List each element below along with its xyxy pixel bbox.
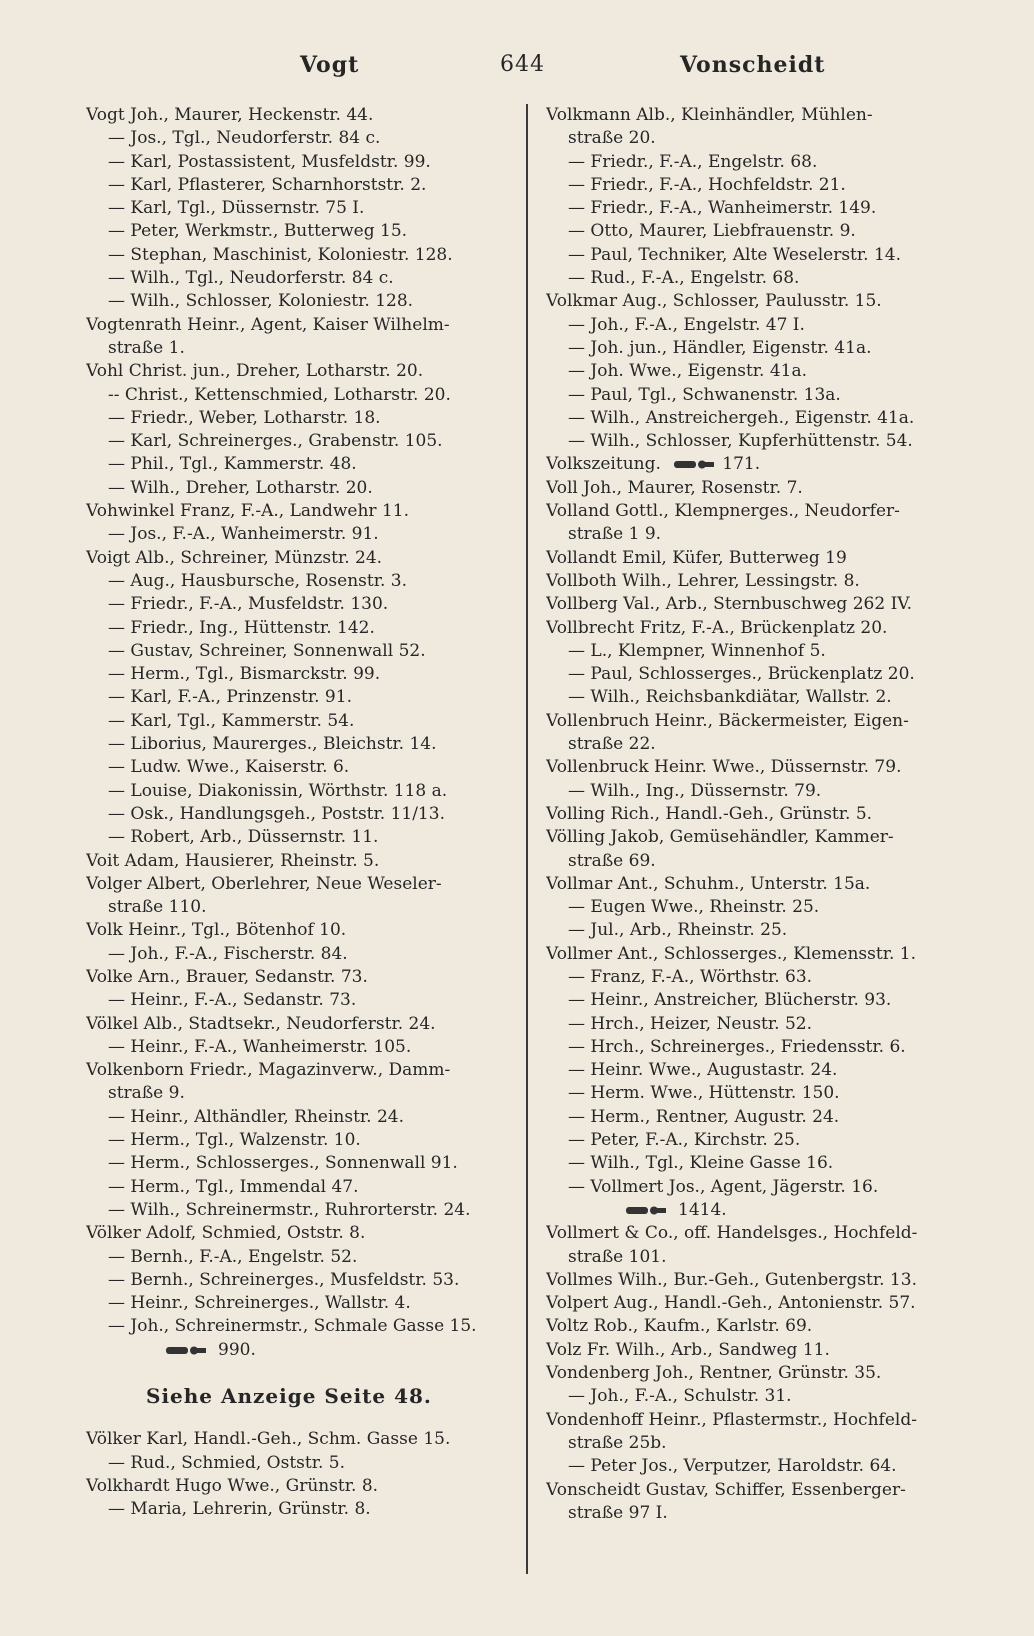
directory-entry: Voit Adam, Hausierer, Rheinstr. 5. [86,850,380,871]
directory-entry: straße 1 9. [568,524,662,545]
left-entries-b [86,1428,518,1521]
directory-entry: Voigt Alb., Schreiner, Münzstr. 24. [86,547,383,568]
directory-entry: — Heinr., Althändler, Rheinstr. 24. [108,1106,405,1127]
directory-entry: — L., Klempner, Winnenhof 5. [568,640,826,661]
directory-entry: Völling Jakob, Gemüsehändler, Kammer- [546,827,894,848]
directory-entry: — Peter Jos., Verputzer, Haroldstr. 64. [568,1456,897,1477]
directory-entry: — Maria, Lehrerin, Grünstr. 8. [108,1499,371,1520]
directory-entry: Volkmann Alb., Kleinhändler, Mühlen- [546,105,873,125]
directory-entry: Volkenborn Friedr., Magazinverw., Damm- [86,1060,451,1081]
directory-entry: — Karl, Pflasterer, Scharnhorststr. 2. [108,174,427,195]
directory-entry: Vollandt Emil, Küfer, Butterweg 19 [546,547,847,568]
directory-entry: — Louise, Diakonissin, Wörthstr. 118 a. [108,780,448,801]
directory-entry: Vollenbruck Heinr. Wwe., Düssernstr. 79. [546,757,902,778]
directory-entry: — Karl, Tgl., Düssernstr. 75 I. [108,198,365,219]
directory-entry: — Herm., Tgl., Immendal 47. [108,1176,359,1197]
volkszeitung-label: Volkszeitung. [546,454,661,475]
directory-entry: — Wilh., Dreher, Lotharstr. 20. [108,477,373,498]
directory-entry: — Wilh., Anstreichergeh., Eigenstr. 41a. [568,407,915,428]
left-entries-a [86,104,518,1339]
directory-entry: — Otto, Maurer, Liebfrauenstr. 9. [568,221,856,242]
directory-entry: — Paul, Techniker, Alte Weselerstr. 14. [568,244,901,265]
directory-entry: Vollberg Val., Arb., Sternbuschweg 262 IV. [546,594,912,615]
directory-entry: Volger Albert, Oberlehrer, Neue Weseler- [86,873,442,894]
directory-entry: — Wilh., Reichsbankdiätar, Wallstr. 2. [568,687,892,708]
directory-entry: — Herm., Schlosserges., Sonnenwall 91. [108,1153,458,1174]
telephone-icon [624,1204,668,1217]
telephone-icon [164,1344,208,1357]
telephone-icon [672,458,716,471]
directory-entry: straße 97 I. [568,1502,668,1523]
directory-entry: — Friedr., Ing., Hüttenstr. 142. [108,617,375,638]
directory-entry: straße 22. [568,734,656,755]
directory-entry: — Gustav, Schreiner, Sonnenwall 52. [108,640,426,661]
phone-line [546,1199,980,1222]
directory-entry: Vohl Christ. jun., Dreher, Lotharstr. 20. [86,361,424,382]
directory-entry: Volland Gottl., Klempnerges., Neudorfer- [546,501,900,522]
directory-entry: — Paul, Tgl., Schwanenstr. 13a. [568,384,841,405]
directory-entry: Völker Karl, Handl.-Geh., Schm. Gasse 15. [86,1429,451,1450]
directory-entry: — Jos., Tgl., Neudorferstr. 84 c. [108,128,381,149]
directory-entry: — Karl, Postassistent, Musfeldstr. 99. [108,151,431,172]
directory-entry: — Wilh., Ing., Düssernstr. 79. [568,780,822,801]
directory-entry: Vohwinkel Franz, F.-A., Landwehr 11. [86,501,409,522]
directory-entry: Vondenhoff Heinr., Pflastermstr., Hochfeld- [546,1409,917,1430]
directory-entry: — Franz, F.-A., Wörthstr. 63. [568,966,813,987]
directory-entry: Völker Adolf, Schmied, Oststr. 8. [86,1223,366,1244]
directory-entry: straße 25b. [568,1432,667,1453]
directory-entry: — Bernh., F.-A., Engelstr. 52. [108,1246,358,1267]
header-left-keyword: Vogt [300,52,360,78]
directory-entry: — Joh., F.-A., Fischerstr. 84. [108,943,348,964]
directory-entry: Volk Heinr., Tgl., Bötenhof 10. [86,920,347,941]
phone-line [86,1339,518,1362]
directory-entry: — Jos., F.-A., Wanheimerstr. 91. [108,524,379,545]
directory-entry: — Friedr., F.-A., Wanheimerstr. 149. [568,198,877,219]
advert-notice: Siehe Anzeige Seite 48. [146,1385,432,1409]
directory-entry: — Friedr., F.-A., Hochfeldstr. 21. [568,174,846,195]
directory-entry: — Ludw. Wwe., Kaiserstr. 6. [108,757,350,778]
spacer [86,1408,518,1428]
directory-entry: straße 1. [108,337,185,358]
directory-entry: — Herm., Rentner, Augustr. 24. [568,1106,840,1127]
directory-entry: Vogt Joh., Maurer, Heckenstr. 44. [86,105,374,125]
directory-entry: Volkmar Aug., Schlosser, Paulusstr. 15. [546,291,882,312]
directory-entry: Volz Fr. Wilh., Arb., Sandweg 11. [546,1339,830,1360]
directory-entry: — Heinr., Anstreicher, Blücherstr. 93. [568,990,892,1011]
directory-entry: Vollboth Wilh., Lehrer, Lessingstr. 8. [546,570,860,591]
directory-entry: — Heinr., F.-A., Sedanstr. 73. [108,990,357,1011]
directory-entry: — Vollmert Jos., Agent, Jägerstr. 16. [568,1176,879,1197]
directory-entry: Vollbrecht Fritz, F.-A., Brückenplatz 20. [546,617,888,638]
directory-entry: — Peter, F.-A., Kirchstr. 25. [568,1130,801,1151]
directory-entry: — Rud., F.-A., Engelstr. 68. [568,268,800,289]
directory-entry: — Wilh., Schlosser, Kupferhüttenstr. 54. [568,431,913,452]
directory-entry: — Karl, Schreinerges., Grabenstr. 105. [108,431,443,452]
phone-number: 1414. [678,1199,727,1220]
directory-entry: — Joh. jun., Händler, Eigenstr. 41a. [568,337,872,358]
directory-entry: — Wilh., Schreinermstr., Ruhrorterstr. 24. [108,1199,471,1220]
directory-entry: Vondenberg Joh., Rentner, Grünstr. 35. [546,1363,882,1384]
directory-entry: — Joh. Wwe., Eigenstr. 41a. [568,361,808,382]
directory-entry: — Osk., Handlungsgeh., Poststr. 11/13. [108,803,445,824]
directory-entry: — Joh., F.-A., Engelstr. 47 I. [568,314,805,335]
directory-entry: — Herm., Tgl., Bismarckstr. 99. [108,664,381,685]
directory-entry: — Rud., Schmied, Oststr. 5. [108,1452,346,1473]
directory-entry: — Eugen Wwe., Rheinstr. 25. [568,897,820,918]
volkszeitung-line [546,453,980,476]
directory-entry: Vollmes Wilh., Bur.-Geh., Gutenbergstr. 13. [546,1269,917,1290]
column-divider [526,104,528,1574]
directory-entry: — Peter, Werkmstr., Butterweg 15. [108,221,408,242]
directory-entry: — Friedr., F.-A., Musfeldstr. 130. [108,594,389,615]
right-column [546,104,980,1525]
directory-entry: — Aug., Hausbursche, Rosenstr. 3. [108,570,407,591]
right-entries-a [546,104,980,453]
directory-entry: — Phil., Tgl., Kammerstr. 48. [108,454,357,475]
directory-entry: — Wilh., Tgl., Neudorferstr. 84 c. [108,268,394,289]
directory-entry: — Friedr., Weber, Lotharstr. 18. [108,407,381,428]
directory-entry: -- Christ., Kettenschmied, Lotharstr. 20. [108,384,451,405]
directory-entry: — Herm. Wwe., Hüttenstr. 150. [568,1083,840,1104]
left-column [86,104,518,1522]
page-number: 644 [500,52,545,77]
directory-entry: Volling Rich., Handl.-Geh., Grünstr. 5. [546,803,873,824]
directory-entry: Voll Joh., Maurer, Rosenstr. 7. [546,477,803,498]
directory-entry: — Wilh., Schlosser, Koloniestr. 128. [108,291,414,312]
directory-entry: Vollmer Ant., Schlosserges., Klemensstr. 1. [546,943,916,964]
directory-entry: — Hrch., Schreinerges., Friedensstr. 6. [568,1036,906,1057]
directory-entry: — Karl, Tgl., Kammerstr. 54. [108,710,355,731]
directory-entry: — Karl, F.-A., Prinzenstr. 91. [108,687,352,708]
directory-entry: — Stephan, Maschinist, Koloniestr. 128. [108,244,453,265]
directory-entry: — Robert, Arb., Düssernstr. 11. [108,827,379,848]
directory-entry: straße 9. [108,1083,185,1104]
phone-number: 171. [722,454,761,475]
directory-entry: Vollmar Ant., Schuhm., Unterstr. 15a. [546,873,871,894]
directory-entry: Vollenbruch Heinr., Bäckermeister, Eigen- [546,710,909,731]
spacer [86,1362,518,1385]
directory-entry: — Hrch., Heizer, Neustr. 52. [568,1013,812,1034]
directory-entry: straße 69. [568,850,656,871]
directory-entry: — Heinr., Schreinerges., Wallstr. 4. [108,1293,411,1314]
directory-entry: — Paul, Schlosserges., Brückenplatz 20. [568,664,915,685]
directory-entry: — Jul., Arb., Rheinstr. 25. [568,920,788,941]
right-entries-c [546,1222,980,1525]
directory-entry: Völkel Alb., Stadtsekr., Neudorferstr. 24. [86,1013,436,1034]
directory-entry: — Liborius, Maurerges., Bleichstr. 14. [108,734,437,755]
directory-entry: Volpert Aug., Handl.-Geh., Antonienstr. 57. [546,1293,916,1314]
directory-entry: Voltz Rob., Kaufm., Karlstr. 69. [546,1316,813,1337]
directory-entry: Vonscheidt Gustav, Schiffer, Essenberger- [546,1479,906,1500]
directory-entry: — Heinr., F.-A., Wanheimerstr. 105. [108,1036,412,1057]
directory-entry: — Heinr. Wwe., Augustastr. 24. [568,1060,838,1081]
directory-entry: straße 110. [108,897,207,918]
directory-entry: Vogtenrath Heinr., Agent, Kaiser Wilhelm- [86,314,450,335]
header-right-keyword: Vonscheidt [680,52,826,78]
phone-number: 990. [218,1339,256,1360]
directory-entry: — Herm., Tgl., Walzenstr. 10. [108,1130,361,1151]
directory-entry: — Wilh., Tgl., Kleine Gasse 16. [568,1153,834,1174]
directory-entry: — Friedr., F.-A., Engelstr. 68. [568,151,818,172]
directory-entry: — Joh., F.-A., Schulstr. 31. [568,1386,792,1407]
directory-entry: straße 20. [568,128,656,149]
directory-entry: — Joh., Schreinermstr., Schmale Gasse 15. [108,1316,477,1337]
directory-entry: — Bernh., Schreinerges., Musfeldstr. 53. [108,1269,460,1290]
directory-entry: Volkhardt Hugo Wwe., Grünstr. 8. [86,1475,379,1496]
directory-entry: straße 101. [568,1246,667,1267]
right-entries-b [546,477,980,1199]
directory-entry: Vollmert & Co., off. Handelsges., Hochfeld- [546,1223,918,1244]
directory-entry: Volke Arn., Brauer, Sedanstr. 73. [86,966,368,987]
